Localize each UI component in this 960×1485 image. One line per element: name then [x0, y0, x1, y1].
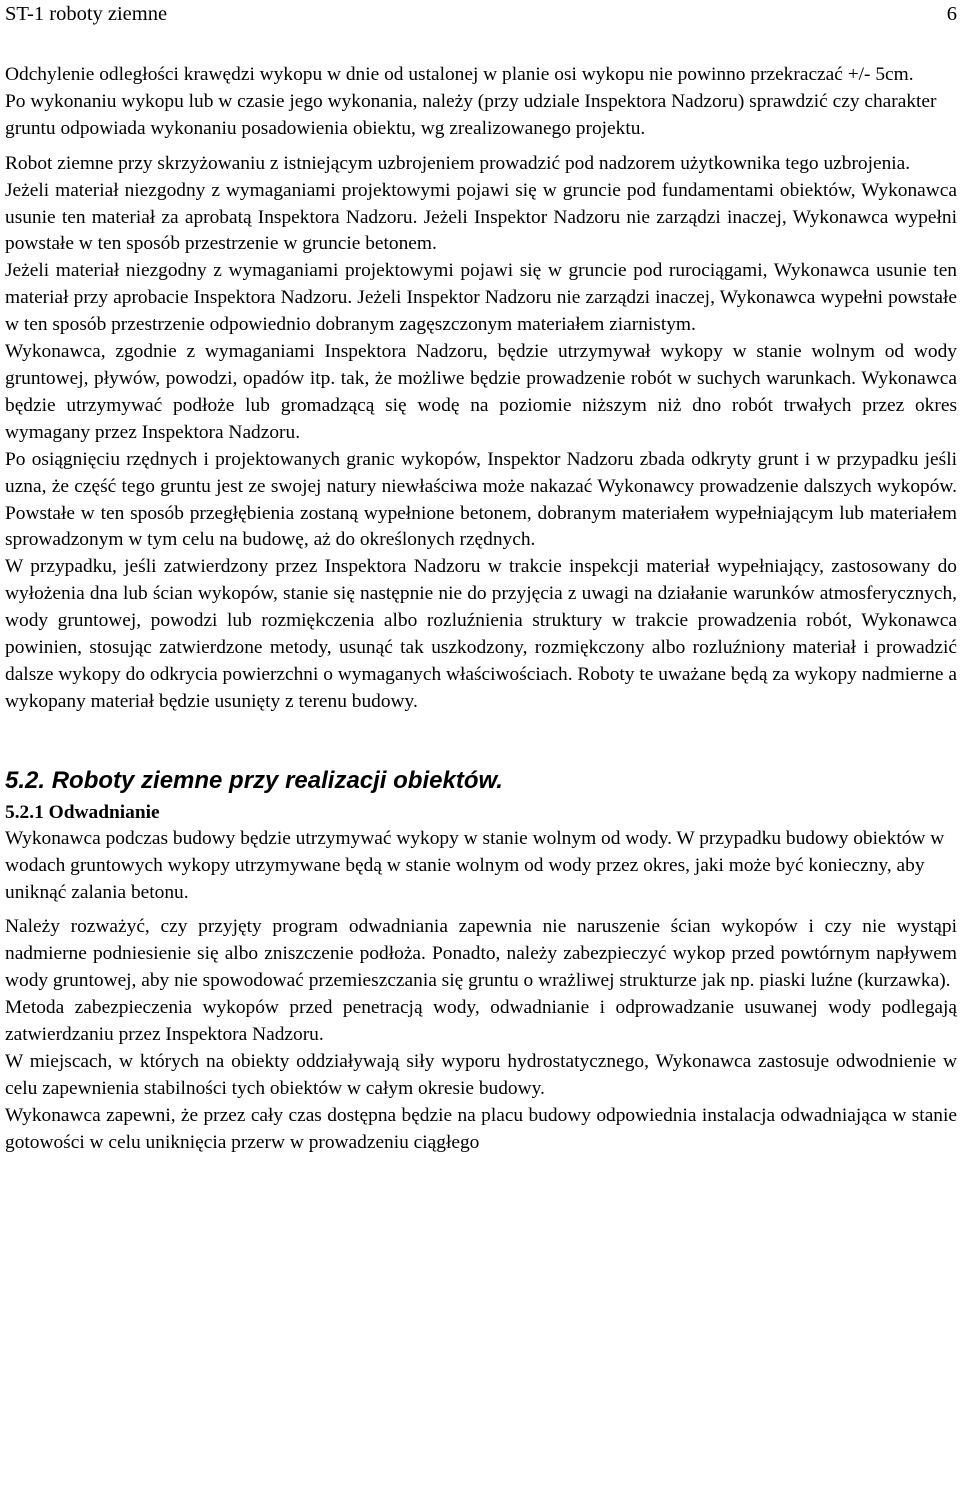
paragraph-buoyancy: W miejscach, w których na obiekty oddziaływają siły wyporu hydrostatycznego, Wykonawca zastosuje odwodnienie w celu zapewnienia stabilności tych obiektów w całym okresie budowy.: [5, 1051, 957, 1099]
page-header: [5, 0, 957, 62]
paragraph-foundations-material: Jeżeli materiał niezgodny z wymaganiami projektowymi pojawi się w gruncie pod fundamentami obiektów, Wykonawca usunie ten materiał za aprobatą Inspektora Nadzoru. Jeżeli Inspektor Nadzoru nie zarządzi inaczej, Wykonawca wypełni powstałe w ten sposób przestrzenie w gruncie betonem.: [5, 179, 957, 255]
subsection-heading: 5.2.1 Odwadnianie: [5, 801, 160, 823]
paragraph-drainage-installation: Wykonawca zapewni, że przez cały czas dostępna będzie na placu budowy odpowiednia instalacja odwadniająca w stanie gotowości w celu uniknięcia przerw w prowadzeniu ciągłego: [5, 1104, 957, 1153]
paragraph-pipelines-material: Jeżeli materiał niezgodny z wymaganiami projektowymi pojawi się w gruncie pod rurociągami, Wykonawca usunie ten materiał przy aprobacie Inspektora Nadzoru. Jeżeli Inspektor Nadzoru nie zarządzi inaczej, Wykonawca wypełni powstałe w ten sposób przestrzenie odpowiednio dobranym zagęszczonym materiałem ziarnistym.: [5, 260, 957, 336]
document-page: [5, 0, 957, 1157]
paragraph-tolerance: Odchylenie odległości krawędzi wykopu w dnie od ustalonej w planie osi wykopu nie powinno przekraczać +/- 5cm.: [5, 64, 914, 85]
section-heading: 5.2. Roboty ziemne przy realizacji obiektów.: [5, 766, 503, 794]
document-title: ST-1 roboty ziemne: [5, 3, 168, 25]
paragraph-protection-method: Metoda zabezpieczenia wykopów przed penetracją wody, odwadnianie i odprowadzanie usuwanej wody podlegają zatwierdzaniu przez Inspektora Nadzoru.: [5, 997, 957, 1046]
paragraph-ground-check: Po wykonaniu wykopu lub w czasie jego wykonania, należy (przy udziale Inspektora Nadzoru) sprawdzić czy charakter gruntu odpowiada wykonaniu posadowienia obiektu, wg zrealizowanego projektu.: [5, 90, 937, 139]
paragraph-material-rejection: W przypadku, jeśli zatwierdzony przez Inspektora Nadzoru w trakcie inspekcji materiał wypełniający, zastosowany do wyłożenia dna lub ścian wykopów, stanie się następnie nie do przyjęcia z uwagi na działanie warunków atmosferycznych, wody gruntowej, powodzi lub rozmiękczenia albo rozluźnienia struktury w trakcie prowadzenia robót, Wykonawca powinien, stosując zatwierdzone metody, usunąć tak uszkodzony, rozmiękczony albo rozluźniony materiał i prowadzić dalsze wykopy do odkrycia powierzchni o wymaganych właściwościach. Roboty te uważane będą za wykopy nadmierne a wykopany materiał będzie usunięty z terenu budowy.: [5, 556, 957, 712]
paragraph-dewatering-requirement: Wykonawca, zgodnie z wymaganiami Inspektora Nadzoru, będzie utrzymywał wykopy w stanie wolnym od wody gruntowej, pływów, powodzi, opadów itp. tak, że możliwe będzie prowadzenie robót w suchych warunkach. Wykonawca będzie utrzymywać podłoże lub gromadzącą się wodę na poziomie niższym niż dno robót trwałych przez okres wymagany przez Inspektora Nadzoru.: [5, 341, 957, 443]
paragraph-utilities: Robot ziemne przy skrzyżowaniu z istniejącym uzbrojeniem prowadzić pod nadzorem użytkownika tego uzbrojenia.: [5, 152, 911, 174]
page-number: 6: [946, 3, 957, 25]
document-body: [5, 62, 957, 1157]
paragraph-dewatering-program: Należy rozważyć, czy przyjęty program odwadniania zapewnia nie naruszenie ścian wykopów i czy nie wystąpi nadmierne podniesienie się albo zniszczenie podłoża. Ponadto, należy zabezpieczyć wykop przed powtórnym napływem wody gruntowej, aby nie spowodować przemieszczania się gruntu o wrażliwej strukturze jak np. piaski luźne (kurzawka).: [5, 916, 957, 992]
paragraph-dewatering-intro: Wykonawca podczas budowy będzie utrzymywać wykopy w stanie wolnym od wody. W przypadku budowy obiektów w wodach gruntowych wykopy utrzymywane będą w stanie wolnym od wody przez okres, jaki może być konieczny, aby uniknąć zalania betonu.: [5, 827, 945, 903]
paragraph-excavation-inspection: Po osiągnięciu rzędnych i projektowanych granic wykopów, Inspektor Nadzoru zbada odkryty grunt i w przypadku jeśli uzna, że część tego gruntu jest ze swojej natury niewłaściwa może nakazać Wykonawcy prowadzenie dalszych wykopów. Powstałe w ten sposób przegłębienia zostaną wypełnione betonem, dobranym materiałem wypełniającym lub materiałem sprowadzonym w tym celu na budowę, aż do określonych rzędnych.: [5, 448, 957, 551]
